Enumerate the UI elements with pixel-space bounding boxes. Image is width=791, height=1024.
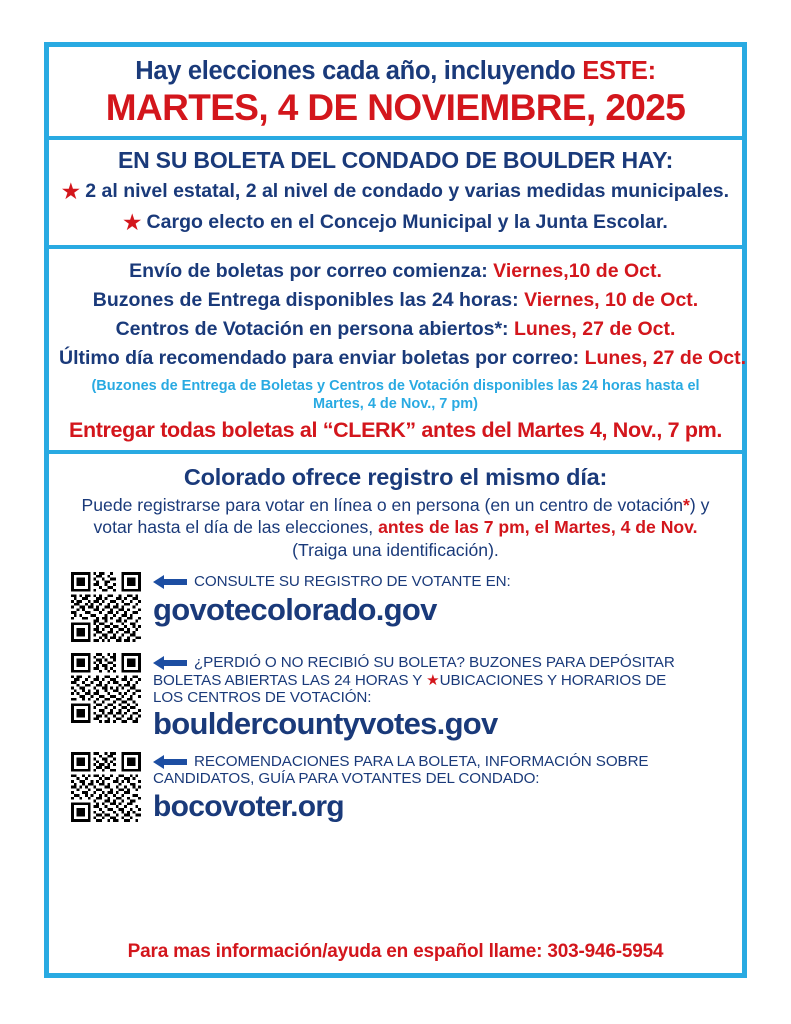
date-row-vote-centers xyxy=(59,315,732,344)
registration-band xyxy=(49,454,742,973)
same-day-registration-title: Colorado ofrece registro el mismo día: xyxy=(183,463,608,490)
election-date-headline: MARTES, 4 DE NOVIEMBRE, 2025 xyxy=(105,87,686,129)
url-bocovoter[interactable]: bocovoter.org xyxy=(153,790,344,824)
link-block-govotecolorado[interactable] xyxy=(61,572,730,642)
link-text-bouldercountyvotes xyxy=(153,653,730,741)
link-caption-line-1: RECOMENDACIONES PARA LA BOLETA, INFORMACIÓN SOBRE xyxy=(194,752,649,770)
ballot-return-deadline: Entregar todas boletas al “CLERK” antes del Martes 4, Nov., 7 pm. xyxy=(68,417,723,442)
link-caption-govotecolorado: CONSULTE SU REGISTRO DE VOTANTE EN: xyxy=(194,573,511,591)
left-arrow-icon xyxy=(153,655,187,671)
headline-band xyxy=(49,47,742,140)
flyer-frame xyxy=(44,42,747,978)
dates-note: (Buzones de Entrega de Boletas y Centros de Votación disponibles las 24 horas hasta el Martes, 4 de Nov., 7 pm) xyxy=(91,377,700,412)
ballot-contents-title: EN SU BOLETA DEL CONDADO DE BOULDER HAY: xyxy=(117,147,674,174)
ballot-contents-band xyxy=(49,140,742,249)
date-value-mail-start: Viernes,10 de Oct. xyxy=(493,260,662,283)
link-block-bocovoter[interactable] xyxy=(61,752,730,823)
date-label-mail-deadline: Último día recomendado para enviar boletas por correo: xyxy=(59,346,580,369)
url-govotecolorado[interactable]: govotecolorado.gov xyxy=(153,591,437,627)
caption-row-1 xyxy=(153,573,730,590)
help-phone-footer: Para mas información/ayuda en español llame: 303-946-5954 xyxy=(127,941,664,962)
date-row-mail-deadline xyxy=(59,344,747,373)
headline-emphasis: ESTE: xyxy=(582,57,656,85)
qr-code-icon xyxy=(71,572,141,642)
reg-body-part-3: (Traiga una identificación). xyxy=(292,539,499,560)
left-arrow-icon xyxy=(153,574,187,590)
headline-line-1 xyxy=(59,57,732,85)
caption-row-1 xyxy=(153,654,730,671)
link-caption-line-2-b: UBICACIONES Y HORARIOS DE xyxy=(439,671,667,689)
link-text-govotecolorado xyxy=(153,572,730,626)
date-value-vote-centers: Lunes, 27 de Oct. xyxy=(513,317,676,340)
link-caption-line-3: LOS CENTROS DE VOTACIÓN: xyxy=(153,688,372,706)
left-arrow-icon xyxy=(153,754,187,770)
link-block-bouldercountyvotes[interactable] xyxy=(61,653,730,741)
reg-body-part-1: Puede registrarse para votar en línea o en persona (en un centro de votación xyxy=(81,494,684,515)
star-icon: ★ xyxy=(61,181,80,204)
qr-code-icon xyxy=(71,752,141,822)
date-value-dropboxes: Viernes, 10 de Oct. xyxy=(524,288,699,311)
link-caption-line-1: ¿PERDIÓ O NO RECIBIÓ SU BOLETA? BUZONES PARA DEPÓSITAR xyxy=(194,654,675,672)
same-day-registration-body xyxy=(61,494,730,562)
date-label-vote-centers: Centros de Votación en persona abiertos*: xyxy=(115,317,509,340)
date-row-dropboxes xyxy=(59,286,732,315)
ballot-item-2-label: Cargo electo en el Concejo Municipal y la Junta Escolar. xyxy=(146,211,668,234)
date-row-mail-start xyxy=(59,257,732,286)
link-caption-line-2-a: BOLETAS ABIERTAS LAS 24 HORAS Y xyxy=(153,671,427,689)
qr-code-icon xyxy=(71,653,141,723)
ballot-item-1 xyxy=(59,178,732,206)
caption-row-1 xyxy=(153,753,730,770)
link-caption-line-2: CANDIDATOS, GUÍA PARA VOTANTES DEL CONDADO: xyxy=(153,770,540,788)
date-label-dropboxes: Buzones de Entrega disponibles las 24 horas: xyxy=(92,288,519,311)
reg-body-emphasis: antes de las 7 pm, el Martes, 4 de Nov. xyxy=(378,517,698,538)
url-bouldercountyvotes[interactable]: bouldercountyvotes.gov xyxy=(153,706,498,742)
star-icon: ★ xyxy=(123,212,142,235)
ballot-item-2 xyxy=(59,209,732,237)
star-icon: ★ xyxy=(426,671,440,689)
link-text-bocovoter xyxy=(153,752,730,823)
reg-body-part-2: ) y votar hasta el día de las elecciones, xyxy=(93,494,710,538)
link-caption-line-2 xyxy=(153,672,730,689)
date-value-mail-deadline: Lunes, 27 de Oct. xyxy=(584,346,747,369)
asterisk-marker: * xyxy=(683,494,690,515)
ballot-item-1-label: 2 al nivel estatal, 2 al nivel de condado y varias medidas municipales. xyxy=(85,180,730,203)
headline-prefix: Hay elecciones cada año, incluyendo xyxy=(135,57,583,85)
date-label-mail-start: Envío de boletas por correo comienza: xyxy=(129,260,488,283)
key-dates-band xyxy=(49,249,747,453)
